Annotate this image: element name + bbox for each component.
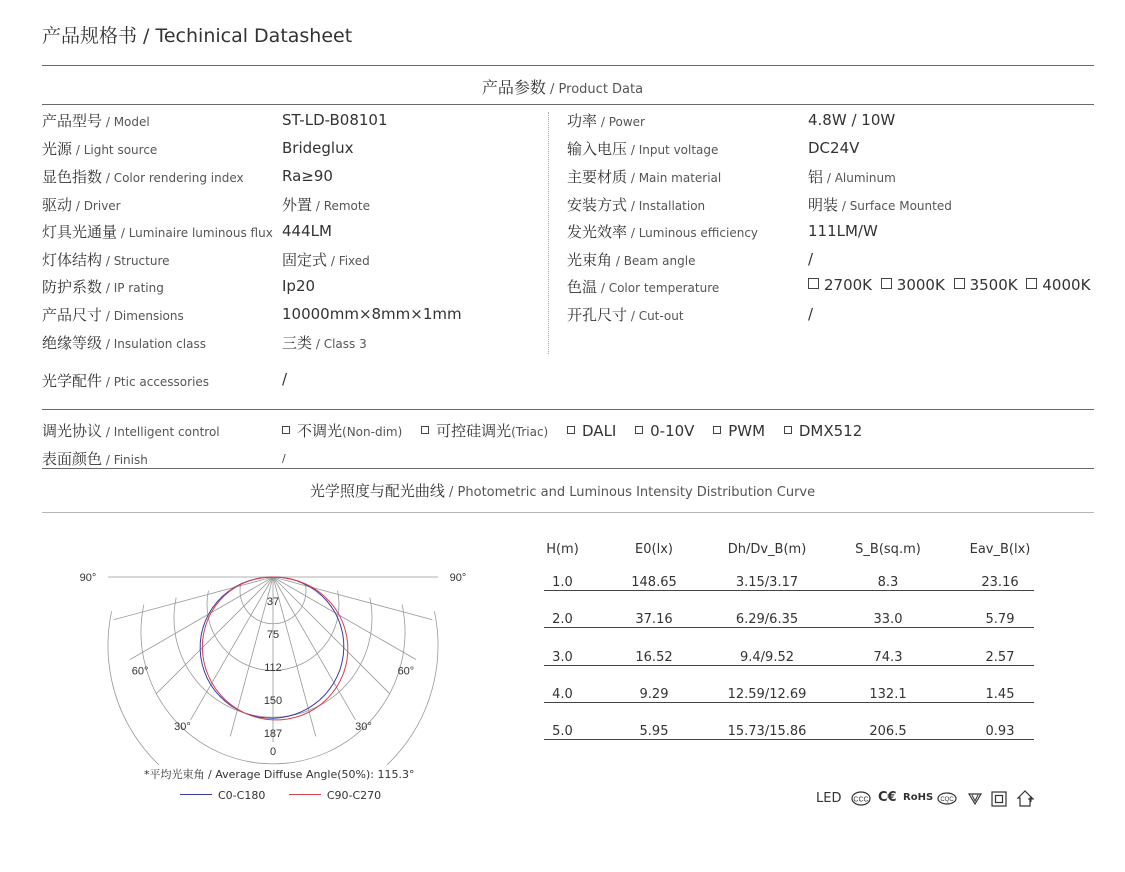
polar-grid-spoke (273, 577, 356, 720)
table-header-cell: E0(lx) (635, 542, 673, 557)
spec-label-en: / Dimensions (102, 309, 184, 323)
polar-angle-label: 60° (397, 665, 415, 678)
checkbox-icon (635, 426, 643, 434)
legend-c90: C90-C270 (289, 789, 381, 802)
table-cell: 1.45 (985, 687, 1015, 702)
spec-value (808, 194, 952, 215)
table-cell: 2.0 (552, 612, 573, 627)
spec-value (282, 138, 353, 157)
table-cell: 5.0 (552, 724, 573, 739)
spec-value-en: / Surface Mounted (838, 199, 952, 213)
optic-value: / (282, 370, 288, 388)
color-temp-option[interactable]: 3500K (954, 276, 1018, 294)
table-row-divider (544, 627, 1034, 628)
spec-value (808, 249, 813, 268)
table-cell: 15.73/15.86 (727, 724, 807, 739)
dimming-label: 调光协议 / Intelligent control (42, 422, 220, 440)
spec-column-divider (548, 112, 549, 354)
spec-value-main: 4.8W / 10W (808, 111, 896, 129)
spec-value (808, 221, 878, 240)
spec-label (42, 194, 121, 215)
table-cell: 37.16 (635, 612, 673, 627)
spec-value-main: 三类 (282, 334, 313, 352)
polar-angle-label: 30° (174, 720, 191, 733)
spec-label-zh: 显色指数 (42, 168, 103, 186)
color-temp-options (808, 276, 1090, 294)
spec-label-en: / Color temperature (597, 281, 720, 295)
spec-label-en: / Model (102, 115, 150, 129)
spec-label-en: / Color rendering index (102, 171, 244, 185)
title-divider (42, 65, 1094, 66)
polar-ring-label: 112 (264, 662, 282, 674)
spec-label (42, 249, 170, 270)
spec-label-en: / IP rating (102, 281, 164, 295)
table-cell: 3.15/3.17 (735, 575, 799, 590)
spec-label-zh: 产品型号 (42, 112, 103, 130)
spec-label-en: / Input voltage (627, 143, 719, 157)
table-header-cell: H(m) (546, 542, 579, 557)
color-temp-option[interactable]: 2700K (808, 276, 872, 294)
table-row-divider (544, 665, 1034, 666)
spec-value-en: / Class 3 (312, 337, 367, 351)
spec-value-main: 明装 (808, 196, 839, 214)
spec-label (567, 138, 718, 159)
spec-value (808, 304, 813, 323)
table-cell: 16.52 (635, 650, 673, 665)
polar-grid-spoke (273, 577, 416, 660)
table-cell: 6.29/6.35 (735, 612, 799, 627)
table-row-divider (544, 739, 1034, 740)
spec-label-zh: 产品尺寸 (42, 306, 103, 324)
optic-divider (42, 409, 1094, 410)
polar-distribution-chart (60, 535, 500, 765)
legend-line-c0 (180, 794, 212, 795)
legend-c0: C0-C180 (180, 789, 265, 802)
dimming-options (282, 420, 876, 441)
spec-label (567, 249, 695, 270)
spec-label (42, 276, 164, 297)
spec-label (567, 110, 645, 131)
spec-value (282, 276, 315, 295)
polar-ring-label: 37 (266, 596, 280, 608)
checkbox-icon (713, 426, 721, 434)
polar-grid-spoke (130, 577, 273, 660)
spec-value (808, 166, 896, 187)
spec-label-en: / Luminous efficiency (627, 226, 759, 240)
legend-line-c90 (289, 794, 321, 795)
dimming-option-0-10v[interactable]: 0-10V (635, 422, 694, 440)
spec-label-zh: 功率 (567, 112, 598, 130)
spec-label (42, 138, 157, 159)
svg-text:CCC: CCC (853, 796, 869, 804)
polar-angle-label: 0 (269, 746, 277, 758)
table-cell: 206.5 (869, 724, 907, 739)
finish-divider (42, 468, 1094, 469)
spec-value-main: Ip20 (282, 277, 316, 295)
table-cell: 74.3 (873, 650, 903, 665)
spec-value-main: 固定式 (282, 251, 328, 269)
table-cell: 3.0 (552, 650, 573, 665)
polar-grid-spoke (156, 577, 273, 694)
polar-grid-spoke (191, 577, 274, 720)
spec-label (567, 166, 721, 187)
spec-label-zh: 驱动 (42, 196, 73, 214)
spec-label-zh: 主要材质 (567, 168, 628, 186)
spec-label-en: / Structure (102, 254, 170, 268)
table-cell: 33.0 (873, 612, 903, 627)
optic-label: 光学配件 / Ptic accessories (42, 372, 210, 390)
spec-value (282, 304, 462, 323)
dimming-option-non-dim[interactable]: 不调光(Non-dim) (282, 422, 402, 440)
table-row-divider (544, 590, 1034, 591)
enec-icon (967, 792, 983, 806)
table-row-divider (544, 702, 1034, 703)
spec-value (282, 166, 333, 185)
spec-value (282, 194, 370, 215)
spec-value-main: Ra≥90 (282, 167, 333, 185)
table-cell: 4.0 (552, 687, 573, 702)
checkbox-icon (1026, 278, 1037, 289)
spec-label (567, 304, 684, 325)
spec-label (42, 166, 244, 187)
spec-value (282, 110, 388, 129)
spec-label (42, 221, 273, 242)
spec-label-en: / Driver (72, 199, 121, 213)
spec-label-zh: 光源 (42, 140, 73, 158)
polar-ring-label: 150 (263, 695, 283, 707)
finish-label: 表面颜色 / Finish (42, 450, 148, 468)
spec-label-en: / Luminaire luminous flux (117, 226, 273, 240)
table-cell: 8.3 (877, 575, 899, 590)
spec-value (282, 249, 370, 270)
finish-value: / (282, 452, 286, 465)
table-cell: 5.79 (985, 612, 1015, 627)
product-divider (42, 104, 1094, 105)
checkbox-icon (567, 426, 575, 434)
section-product-title: 产品参数 / Product Data (481, 78, 644, 97)
spec-label-en: / Power (597, 115, 645, 129)
table-header-cell: S_B(sq.m) (855, 542, 921, 557)
polar-grid-spoke (273, 577, 390, 694)
polar-legend (180, 789, 381, 802)
svg-text:CQC: CQC (940, 797, 954, 803)
spec-label-zh: 防护系数 (42, 278, 103, 296)
spec-value-en: / Fixed (327, 254, 370, 268)
ccc-icon (851, 791, 871, 806)
rohs-mark: RoHS (903, 792, 934, 803)
spec-value-main: 外置 (282, 196, 313, 214)
spec-value (808, 110, 895, 129)
spec-label (42, 304, 184, 325)
dimming-option-dmx512[interactable]: DMX512 (784, 422, 862, 440)
spec-label-zh: 灯具光通量 (42, 223, 118, 241)
checkbox-icon (881, 278, 892, 289)
dimming-option-dali[interactable]: DALI (567, 422, 616, 440)
checkbox-icon (282, 426, 290, 434)
polar-angle-label: 90° (449, 572, 467, 584)
polar-ring-label: 187 (263, 728, 283, 740)
beam-angle-note: *平均光束角 / Average Diffuse Angle(50%): 115.3° (144, 768, 415, 781)
spec-label-en: / Insulation class (102, 337, 206, 351)
polar-angle-label: 60° (131, 665, 149, 678)
table-cell: 148.65 (631, 575, 677, 590)
spec-value-main: 111LM/W (808, 222, 878, 240)
checkbox-icon (954, 278, 965, 289)
spec-label (567, 221, 758, 242)
table-cell: 1.0 (552, 575, 573, 590)
spec-value (282, 332, 367, 353)
spec-value-main: 10000mm×8mm×1mm (282, 305, 462, 323)
table-cell: 9.29 (639, 687, 669, 702)
spec-label-en: / Beam angle (612, 254, 696, 268)
polar-angle-label: 90° (79, 572, 97, 584)
spec-label-zh: 输入电压 (567, 140, 628, 158)
spec-value-main: 铝 (808, 168, 824, 186)
spec-label-zh: 开孔尺寸 (567, 306, 628, 324)
table-cell: 5.95 (639, 724, 669, 739)
spec-label-zh: 光束角 (567, 251, 613, 269)
spec-label-zh: 发光效率 (567, 223, 628, 241)
spec-value-main: Brideglux (282, 139, 354, 157)
checkbox-icon (421, 426, 429, 434)
spec-value (282, 221, 332, 240)
spec-label-en: / Light source (72, 143, 158, 157)
dimming-option-pwm[interactable]: PWM (713, 422, 765, 440)
table-cell: 12.59/12.69 (727, 687, 807, 702)
cqc-icon (937, 792, 957, 805)
table-cell: 2.57 (985, 650, 1015, 665)
table-header-cell: Eav_B(lx) (969, 542, 1031, 557)
polar-ring-label: 75 (266, 629, 280, 641)
led-mark: LED (816, 791, 842, 806)
dimming-option-triac[interactable]: 可控硅调光(Triac) (421, 422, 548, 440)
spec-label (567, 276, 719, 297)
table-cell: 132.1 (869, 687, 907, 702)
color-temp-option[interactable]: 4000K (1026, 276, 1090, 294)
spec-label-zh: 安装方式 (567, 196, 628, 214)
spec-label-zh: 色温 (567, 278, 598, 296)
spec-value-en: / Aluminum (823, 171, 896, 185)
lps-icon (1015, 789, 1035, 808)
table-cell: 9.4/9.52 (740, 650, 794, 665)
spec-label (42, 332, 206, 353)
spec-value (808, 138, 859, 157)
spec-label-zh: 灯体结构 (42, 251, 103, 269)
spec-value-main: DC24V (808, 139, 860, 157)
spec-label-en: / Main material (627, 171, 722, 185)
spec-value-main: / (808, 305, 814, 323)
section-photometric-title: 光学照度与配光曲线 / Photometric and Luminous Intensity Distribution Curve (309, 482, 816, 500)
checkbox-icon (808, 278, 819, 289)
polar-angle-label: 30° (355, 720, 372, 733)
ce-mark: C€ (878, 790, 897, 805)
table-cell: 23.16 (981, 575, 1019, 590)
photometric-divider (42, 512, 1094, 513)
doc-title: 产品规格书 / Techinical Datasheet (42, 25, 353, 47)
class-ii-icon (991, 791, 1007, 807)
spec-label (42, 110, 150, 131)
spec-value-main: / (808, 250, 814, 268)
spec-label-en: / Cut-out (627, 309, 684, 323)
spec-value-en: / Remote (312, 199, 370, 213)
spec-label (567, 194, 705, 215)
color-temp-option[interactable]: 3000K (881, 276, 945, 294)
table-cell: 0.93 (985, 724, 1015, 739)
table-header-cell: Dh/Dv_B(m) (727, 542, 807, 557)
spec-value-main: 444LM (282, 222, 332, 240)
spec-label-zh: 绝缘等级 (42, 334, 103, 352)
checkbox-icon (784, 426, 792, 434)
spec-value-main: ST-LD-B08101 (282, 111, 388, 129)
spec-label-en: / Installation (627, 199, 706, 213)
